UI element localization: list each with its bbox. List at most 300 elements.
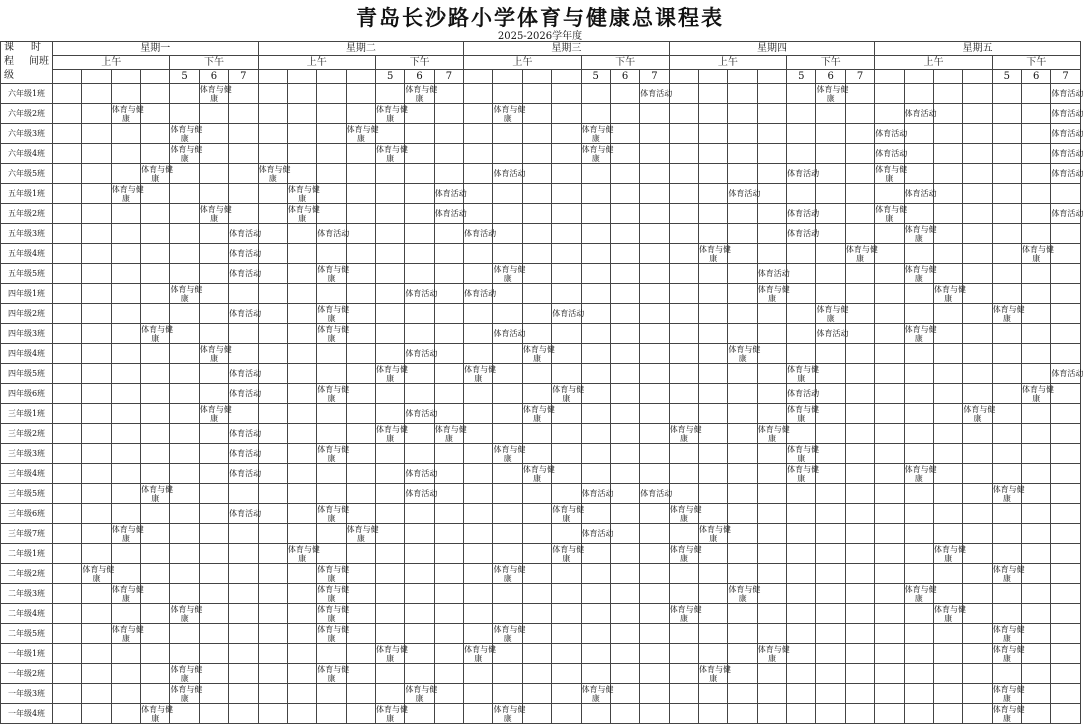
- empty-cell: [933, 564, 962, 584]
- empty-cell: [963, 464, 992, 484]
- empty-cell: [346, 404, 375, 424]
- empty-cell: [581, 224, 610, 244]
- empty-cell: [53, 504, 82, 524]
- empty-cell: [522, 564, 551, 584]
- empty-cell: [170, 644, 199, 664]
- empty-cell: [1022, 564, 1051, 584]
- empty-cell: [933, 624, 962, 644]
- empty-cell: [376, 264, 405, 284]
- empty-cell: [493, 204, 522, 224]
- class-label: 一年级3班: [1, 684, 53, 704]
- empty-cell: [875, 84, 904, 104]
- empty-cell: [376, 204, 405, 224]
- period-header: [464, 70, 493, 84]
- empty-cell: [552, 444, 581, 464]
- empty-cell: [992, 464, 1021, 484]
- empty-cell: [434, 324, 463, 344]
- empty-cell: [1022, 364, 1051, 384]
- empty-cell: [640, 404, 669, 424]
- empty-cell: [287, 404, 316, 424]
- empty-cell: [640, 224, 669, 244]
- empty-cell: [581, 604, 610, 624]
- empty-cell: [875, 364, 904, 384]
- empty-cell: [787, 544, 816, 564]
- empty-cell: [552, 124, 581, 144]
- empty-cell: [640, 344, 669, 364]
- empty-cell: [111, 444, 140, 464]
- empty-cell: [258, 284, 287, 304]
- period-header: [53, 70, 82, 84]
- empty-cell: [141, 404, 170, 424]
- empty-cell: [787, 644, 816, 664]
- empty-cell: [287, 124, 316, 144]
- class-label: 六年级5班: [1, 164, 53, 184]
- empty-cell: [522, 264, 551, 284]
- empty-cell: [111, 224, 140, 244]
- empty-cell: [464, 624, 493, 644]
- empty-cell: [875, 564, 904, 584]
- lesson-cell-health: 体育与健 康: [346, 524, 379, 543]
- empty-cell: [699, 384, 728, 404]
- empty-cell: [1022, 84, 1051, 104]
- empty-cell: [845, 384, 874, 404]
- empty-cell: [170, 324, 199, 344]
- empty-cell: [199, 584, 228, 604]
- header-row-halves: [1, 56, 1081, 70]
- empty-cell: [552, 344, 581, 364]
- empty-cell: [170, 344, 199, 364]
- empty-cell: [111, 344, 140, 364]
- empty-cell: [904, 644, 933, 664]
- empty-cell: [1051, 304, 1080, 324]
- empty-cell: [728, 484, 757, 504]
- class-row: [1, 664, 1081, 684]
- empty-cell: [1022, 404, 1051, 424]
- empty-cell: [1022, 684, 1051, 704]
- empty-cell: [963, 504, 992, 524]
- empty-cell: [640, 284, 669, 304]
- lesson-cell-health: 体育与健 康: [904, 224, 937, 243]
- empty-cell: [317, 184, 346, 204]
- empty-cell: [933, 84, 962, 104]
- period-header: [522, 70, 551, 84]
- empty-cell: [581, 664, 610, 684]
- empty-cell: [258, 104, 287, 124]
- empty-cell: [53, 604, 82, 624]
- empty-cell: [53, 144, 82, 164]
- empty-cell: [1051, 544, 1080, 564]
- empty-cell: [1051, 344, 1080, 364]
- empty-cell: [933, 584, 962, 604]
- empty-cell: [405, 504, 434, 524]
- lesson-cell-activity: 体育活动: [229, 224, 258, 244]
- empty-cell: [669, 624, 698, 644]
- empty-cell: [904, 284, 933, 304]
- lesson-cell-health: 体育与健 康: [904, 464, 937, 483]
- empty-cell: [258, 524, 287, 544]
- empty-cell: [845, 164, 874, 184]
- empty-cell: [581, 184, 610, 204]
- empty-cell: [317, 704, 346, 724]
- empty-cell: [610, 364, 639, 384]
- empty-cell: [493, 464, 522, 484]
- lesson-cell-activity: 体育活动: [229, 304, 258, 324]
- empty-cell: [199, 264, 228, 284]
- empty-cell: [111, 204, 140, 224]
- lesson-cell-health: 体育与健 康: [111, 524, 144, 543]
- empty-cell: [610, 524, 639, 544]
- empty-cell: [699, 704, 728, 724]
- empty-cell: [640, 584, 669, 604]
- class-label: 二年级1班: [1, 544, 53, 564]
- lesson-cell-health: 体育与健 康: [317, 564, 350, 583]
- empty-cell: [581, 164, 610, 184]
- empty-cell: [757, 324, 786, 344]
- empty-cell: [787, 524, 816, 544]
- lesson-cell-activity: 体育活动: [464, 224, 493, 244]
- empty-cell: [82, 644, 111, 664]
- lesson-cell-health: 体育与健 康: [317, 504, 350, 523]
- empty-cell: [904, 604, 933, 624]
- lesson-cell-health: 体育与健 康: [199, 344, 232, 363]
- empty-cell: [522, 544, 551, 564]
- empty-cell: [376, 84, 405, 104]
- empty-cell: [816, 284, 845, 304]
- empty-cell: [1022, 164, 1051, 184]
- empty-cell: [963, 584, 992, 604]
- empty-cell: [170, 524, 199, 544]
- empty-cell: [875, 404, 904, 424]
- empty-cell: [258, 124, 287, 144]
- page-subtitle: 2025-2026学年度: [497, 31, 583, 42]
- class-row: [1, 264, 1081, 284]
- empty-cell: [728, 324, 757, 344]
- empty-cell: [816, 104, 845, 124]
- empty-cell: [816, 664, 845, 684]
- empty-cell: [816, 444, 845, 464]
- empty-cell: [82, 324, 111, 344]
- lesson-cell-activity: 体育活动: [229, 424, 258, 444]
- empty-cell: [875, 304, 904, 324]
- empty-cell: [346, 504, 375, 524]
- empty-cell: [1051, 504, 1080, 524]
- empty-cell: [669, 444, 698, 464]
- empty-cell: [229, 544, 258, 564]
- empty-cell: [199, 484, 228, 504]
- empty-cell: [141, 644, 170, 664]
- empty-cell: [1022, 624, 1051, 644]
- empty-cell: [816, 184, 845, 204]
- empty-cell: [141, 204, 170, 224]
- empty-cell: [1051, 704, 1080, 724]
- empty-cell: [787, 104, 816, 124]
- empty-cell: [963, 624, 992, 644]
- empty-cell: [552, 704, 581, 724]
- empty-cell: [787, 704, 816, 724]
- empty-cell: [405, 264, 434, 284]
- empty-cell: [963, 304, 992, 324]
- empty-cell: [346, 384, 375, 404]
- empty-cell: [816, 504, 845, 524]
- empty-cell: [434, 104, 463, 124]
- period-header: [111, 70, 140, 84]
- empty-cell: [287, 564, 316, 584]
- empty-cell: [346, 644, 375, 664]
- lesson-cell-health: 体育与健 康: [170, 144, 203, 163]
- empty-cell: [493, 544, 522, 564]
- lesson-cell-health: 体育与健 康: [493, 444, 526, 463]
- empty-cell: [669, 344, 698, 364]
- empty-cell: [229, 104, 258, 124]
- empty-cell: [1051, 484, 1080, 504]
- empty-cell: [845, 544, 874, 564]
- empty-cell: [581, 84, 610, 104]
- empty-cell: [53, 304, 82, 324]
- empty-cell: [699, 504, 728, 524]
- empty-cell: [816, 244, 845, 264]
- empty-cell: [111, 384, 140, 404]
- empty-cell: [258, 344, 287, 364]
- empty-cell: [346, 424, 375, 444]
- empty-cell: [669, 284, 698, 304]
- empty-cell: [53, 544, 82, 564]
- empty-cell: [963, 384, 992, 404]
- empty-cell: [229, 564, 258, 584]
- empty-cell: [434, 404, 463, 424]
- empty-cell: [258, 364, 287, 384]
- empty-cell: [669, 144, 698, 164]
- lesson-cell-health: 体育与健 康: [317, 624, 350, 643]
- am-header: 上午: [258, 56, 375, 70]
- empty-cell: [464, 584, 493, 604]
- empty-cell: [552, 224, 581, 244]
- lesson-cell-health: 体育与健 康: [669, 504, 702, 523]
- empty-cell: [170, 204, 199, 224]
- corner-cell: [1, 42, 53, 84]
- empty-cell: [170, 704, 199, 724]
- empty-cell: [434, 284, 463, 304]
- empty-cell: [787, 84, 816, 104]
- empty-cell: [581, 304, 610, 324]
- empty-cell: [610, 104, 639, 124]
- empty-cell: [552, 324, 581, 344]
- empty-cell: [493, 684, 522, 704]
- empty-cell: [581, 504, 610, 524]
- empty-cell: [933, 664, 962, 684]
- empty-cell: [992, 124, 1021, 144]
- class-row: [1, 344, 1081, 364]
- empty-cell: [757, 364, 786, 384]
- lesson-cell-activity: 体育活动: [229, 444, 258, 464]
- empty-cell: [493, 484, 522, 504]
- lesson-cell-health: 体育与健 康: [317, 444, 350, 463]
- empty-cell: [82, 384, 111, 404]
- empty-cell: [610, 664, 639, 684]
- empty-cell: [82, 544, 111, 564]
- empty-cell: [728, 224, 757, 244]
- empty-cell: [199, 164, 228, 184]
- empty-cell: [787, 504, 816, 524]
- class-row: [1, 624, 1081, 644]
- lesson-cell-health: 体育与健 康: [376, 424, 408, 443]
- lesson-cell-activity: 体育活动: [904, 184, 933, 204]
- empty-cell: [699, 584, 728, 604]
- empty-cell: [963, 564, 992, 584]
- empty-cell: [1022, 344, 1051, 364]
- am-header: 上午: [464, 56, 581, 70]
- empty-cell: [1051, 264, 1080, 284]
- empty-cell: [229, 484, 258, 504]
- empty-cell: [111, 164, 140, 184]
- empty-cell: [845, 304, 874, 324]
- empty-cell: [728, 404, 757, 424]
- empty-cell: [992, 524, 1021, 544]
- empty-cell: [317, 284, 346, 304]
- lesson-cell-health: 体育与健 康: [933, 604, 966, 623]
- empty-cell: [346, 584, 375, 604]
- empty-cell: [640, 564, 669, 584]
- empty-cell: [376, 404, 405, 424]
- empty-cell: [464, 684, 493, 704]
- empty-cell: [493, 644, 522, 664]
- empty-cell: [522, 364, 551, 384]
- class-row: [1, 224, 1081, 244]
- empty-cell: [229, 644, 258, 664]
- class-label: 四年级6班: [1, 384, 53, 404]
- empty-cell: [53, 124, 82, 144]
- empty-cell: [317, 404, 346, 424]
- empty-cell: [1051, 684, 1080, 704]
- empty-cell: [82, 464, 111, 484]
- class-row: [1, 244, 1081, 264]
- empty-cell: [376, 544, 405, 564]
- empty-cell: [287, 484, 316, 504]
- lesson-cell-activity: 体育活动: [434, 184, 463, 204]
- empty-cell: [53, 664, 82, 684]
- empty-cell: [728, 244, 757, 264]
- empty-cell: [992, 204, 1021, 224]
- empty-cell: [376, 484, 405, 504]
- empty-cell: [640, 464, 669, 484]
- empty-cell: [405, 384, 434, 404]
- empty-cell: [933, 684, 962, 704]
- empty-cell: [493, 504, 522, 524]
- empty-cell: [904, 444, 933, 464]
- empty-cell: [199, 684, 228, 704]
- lesson-cell-activity: 体育活动: [757, 264, 786, 284]
- empty-cell: [493, 524, 522, 544]
- empty-cell: [699, 684, 728, 704]
- empty-cell: [552, 104, 581, 124]
- period-header: 5: [376, 70, 405, 84]
- empty-cell: [610, 704, 639, 724]
- empty-cell: [199, 424, 228, 444]
- empty-cell: [170, 104, 199, 124]
- empty-cell: [53, 704, 82, 724]
- empty-cell: [493, 124, 522, 144]
- empty-cell: [82, 344, 111, 364]
- empty-cell: [1022, 464, 1051, 484]
- empty-cell: [757, 304, 786, 324]
- empty-cell: [346, 224, 375, 244]
- empty-cell: [1022, 144, 1051, 164]
- empty-cell: [610, 604, 639, 624]
- empty-cell: [728, 84, 757, 104]
- lesson-cell-health: 体育与健 康: [904, 584, 937, 603]
- empty-cell: [376, 604, 405, 624]
- empty-cell: [933, 184, 962, 204]
- lesson-cell-health: 体育与健 康: [317, 664, 350, 683]
- empty-cell: [170, 464, 199, 484]
- empty-cell: [434, 344, 463, 364]
- empty-cell: [699, 624, 728, 644]
- lesson-cell-activity: 体育活动: [405, 344, 434, 364]
- empty-cell: [757, 204, 786, 224]
- empty-cell: [1051, 664, 1080, 684]
- lesson-cell-activity: 体育活动: [405, 404, 434, 424]
- empty-cell: [640, 544, 669, 564]
- empty-cell: [552, 424, 581, 444]
- class-row: [1, 404, 1081, 424]
- empty-cell: [581, 584, 610, 604]
- empty-cell: [904, 164, 933, 184]
- empty-cell: [963, 184, 992, 204]
- period-header: [493, 70, 522, 84]
- empty-cell: [170, 84, 199, 104]
- empty-cell: [141, 544, 170, 564]
- lesson-cell-health: 体育与健 康: [963, 404, 996, 423]
- empty-cell: [229, 404, 258, 424]
- empty-cell: [669, 364, 698, 384]
- empty-cell: [464, 704, 493, 724]
- empty-cell: [111, 264, 140, 284]
- lesson-cell-health: 体育与健 康: [816, 304, 849, 323]
- empty-cell: [258, 464, 287, 484]
- empty-cell: [1022, 424, 1051, 444]
- lesson-cell-health: 体育与健 康: [170, 664, 203, 683]
- empty-cell: [405, 244, 434, 264]
- empty-cell: [1051, 284, 1080, 304]
- empty-cell: [434, 624, 463, 644]
- empty-cell: [610, 244, 639, 264]
- empty-cell: [552, 664, 581, 684]
- empty-cell: [904, 204, 933, 224]
- empty-cell: [258, 324, 287, 344]
- empty-cell: [376, 444, 405, 464]
- class-row: [1, 544, 1081, 564]
- lesson-cell-health: 体育与健 康: [787, 404, 820, 423]
- empty-cell: [699, 444, 728, 464]
- empty-cell: [933, 304, 962, 324]
- lesson-cell-health: 体育与健 康: [493, 264, 526, 283]
- empty-cell: [346, 204, 375, 224]
- empty-cell: [434, 384, 463, 404]
- lesson-cell-health: 体育与健 康: [376, 704, 408, 723]
- empty-cell: [141, 144, 170, 164]
- period-header: [757, 70, 786, 84]
- empty-cell: [1022, 644, 1051, 664]
- header-row-days: [1, 42, 1081, 56]
- empty-cell: [787, 244, 816, 264]
- empty-cell: [1051, 644, 1080, 664]
- empty-cell: [610, 564, 639, 584]
- lesson-cell-activity: 体育活动: [787, 204, 816, 224]
- empty-cell: [464, 264, 493, 284]
- empty-cell: [111, 144, 140, 164]
- class-label: 三年级2班: [1, 424, 53, 444]
- empty-cell: [845, 684, 874, 704]
- pm-header: 下午: [170, 56, 258, 70]
